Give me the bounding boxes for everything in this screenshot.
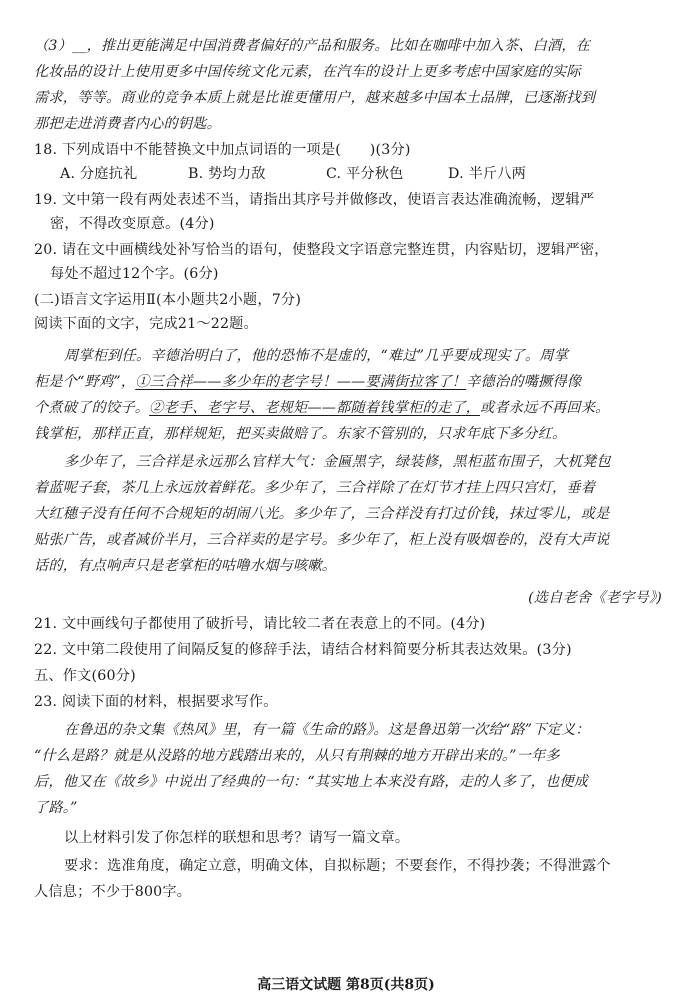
- question-20-line: 20. 请在文中画横线处补写恰当的语句，使整段文字语意完整连贯，内容贴切，逻辑严密，: [34, 242, 609, 258]
- option-c: C. 平分秋色: [326, 166, 404, 182]
- material-line: “什么是路？就是从没路的地方践踏出来的，从只有荆棘的地方开辟出来的。”一年多: [34, 748, 560, 764]
- question-20-line: 每处不超过12个字。(6分): [50, 266, 219, 282]
- passage2-line: 贴张广告，或者减价半月，三合祥卖的是字号。多少年了，柜上没有吸烟卷的，没有大声说: [34, 532, 610, 548]
- passage-line: （3）__，推出更能满足中国消费者偏好的产品和服务。比如在咖啡中加入茶、白酒，在: [34, 38, 591, 54]
- question-18-options: [60, 164, 660, 184]
- passage-line: 化妆品的设计上使用更多中国传统文化元素，在汽车的设计上更多考虑中国家庭的实际: [34, 64, 581, 80]
- passage-line: 需求，等等。商业的竞争本质上就是比谁更懂用户，越来越多中国本土品牌，已逐渐找到: [34, 90, 596, 106]
- option-a: A. 分庭抗礼: [60, 166, 138, 182]
- material-line: 了路。”: [34, 800, 78, 816]
- underlined-sentence-1: ①三合祥——多少年的老字号！——要满街拉客了！: [135, 374, 467, 390]
- question-21: 21. 文中画线句子都使用了破折号，请比较二者在表意上的不同。(4分): [34, 616, 486, 632]
- material-line: 在鲁迅的杂文集《热风》里，有一篇《生命的路》。这是鲁迅第一次给“路”下定义：: [64, 722, 590, 738]
- question-19-line: 密，不得改变原意。(4分): [50, 216, 215, 232]
- passage2-line: 钱掌柜，那样正直，那样规矩，把买卖做赔了。东家不管别的，只求年底下多分红。: [34, 426, 567, 442]
- question-19-line: 19. 文中第一段有两处表述不当，请指出其序号并做修改，使语言表达准确流畅，逻辑严: [34, 192, 595, 208]
- page-footer: 高三语文试题 第8页(共8页): [257, 977, 435, 993]
- read-instruction: 阅读下面的文字，完成21～22题。: [34, 316, 258, 332]
- passage-line: 那把走进消费者内心的钥匙。: [34, 116, 222, 132]
- question-22: 22. 文中第二段使用了间隔反复的修辞手法，请结合材料简要分析其表达效果。(3分): [34, 642, 572, 658]
- passage2-text: 柜是个“野鸡”，: [34, 374, 136, 390]
- passage2-line: [34, 372, 662, 392]
- section-5-title: 五、作文(60分): [34, 668, 136, 684]
- option-b: B. 势均力敌: [188, 166, 266, 182]
- option-d: D. 半斤八两: [448, 166, 527, 182]
- passage2-line: 周掌柜到任。辛德治明白了，他的恐怖不是虚的，“难过”几乎要成现实了。周掌: [64, 348, 569, 364]
- question-23-prompt: 以上材料引发了你怎样的联想和思考？请写一篇文章。: [64, 830, 410, 846]
- question-23-stem: 23. 阅读下面的材料，根据要求写作。: [34, 694, 278, 710]
- passage2-source: (选自老舍《老字号》): [528, 590, 662, 606]
- section-2-title: (二)语言文字运用Ⅱ(本小题共2小题，7分): [34, 292, 302, 308]
- passage2-line: [34, 398, 662, 418]
- question-23-requirements: 人信息；不少于800字。: [34, 884, 192, 900]
- passage2-text: 或者永远不再回来。: [480, 400, 610, 416]
- passage2-line: 着蓝呢子套，茶几上永远放着鲜花。多少年了，三合祥除了在灯节才挂上四只宫灯，垂着: [34, 480, 596, 496]
- underlined-sentence-2: ②老手、老字号、老规矩——都随着钱掌柜的走了，: [149, 400, 481, 416]
- passage2-line: 多少年了，三合祥是永远那么官样大气：金匾黑字，绿装修，黑柜蓝布围子，大杌凳包: [64, 454, 611, 470]
- passage2-line: 大红穗子没有任何不合规矩的胡闹八光。多少年了，三合祥没有打过价钱，抹过零儿，或是: [34, 506, 610, 522]
- material-line: 后，他又在《故乡》中说出了经典的一句：“其实地上本来没有路，走的人多了，也便成: [34, 774, 589, 790]
- passage2-text: 个煮破了的饺子。: [34, 400, 150, 416]
- question-18-stem: 18. 下列成语中不能替换文中加点词语的一项是( )(3分): [34, 142, 411, 158]
- passage2-line: 话的，有点响声只是老掌柜的咕噜水烟与咳嗽。: [34, 558, 337, 574]
- question-23-requirements: 要求：选准角度，确定立意，明确文体，自拟标题；不要套作，不得抄袭；不得泄露个: [64, 858, 611, 874]
- passage2-text: 辛德治的嘴撅得像: [466, 374, 582, 390]
